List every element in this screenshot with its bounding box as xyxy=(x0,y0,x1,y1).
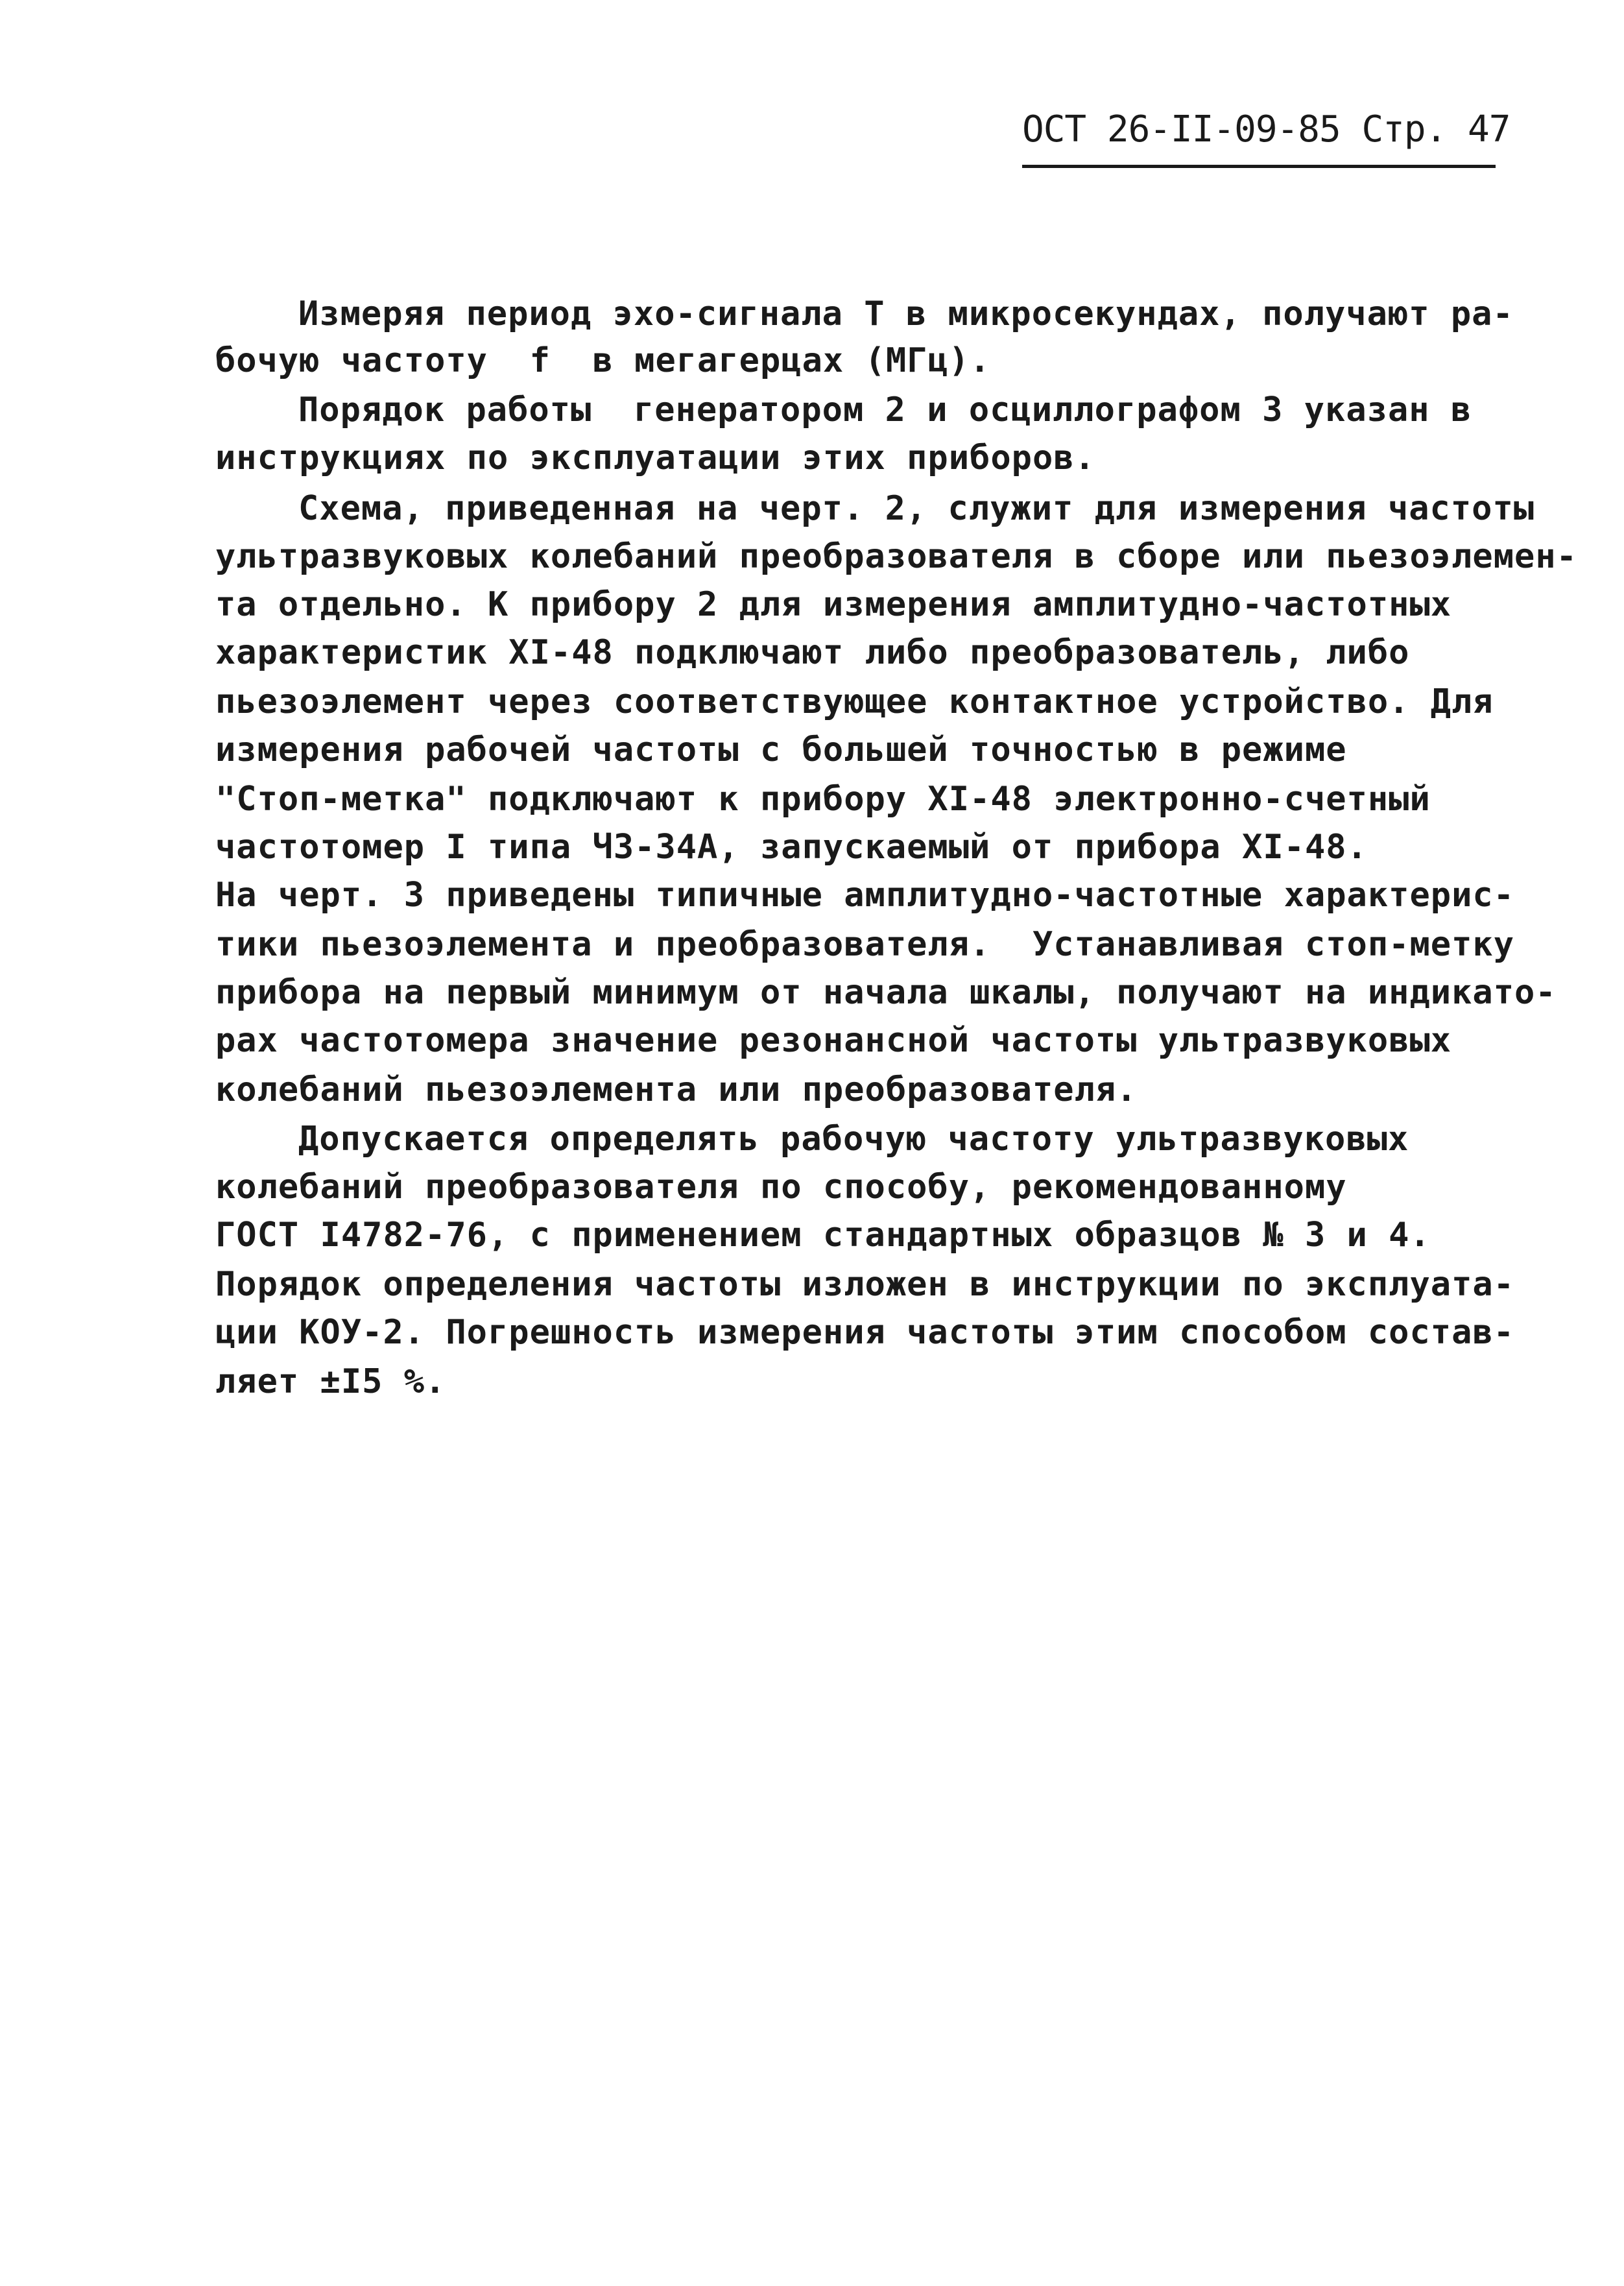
text-line: Измеряя период эхо-сигнала Т в микросекундах, получают ра- xyxy=(298,295,1514,333)
text-line: частотомер I типа ЧЗ-34А, запускаемый от прибора XI-48. xyxy=(215,828,1368,867)
text-line: На черт. 3 приведены типичные амплитудно-частотные характерис- xyxy=(215,876,1515,915)
text-line: та отдельно. К прибору 2 для измерения амплитудно-частотных xyxy=(215,585,1452,624)
text-line: ляет ±I5 %. xyxy=(215,1362,446,1401)
text-line: ГОСТ I4782-76, с применением стандартных образцов № 3 и 4. xyxy=(215,1216,1431,1255)
text-line: Допускается определять рабочую частоту ультразвуковых xyxy=(298,1120,1409,1159)
text-line: Порядок работы генератором 2 и осциллографом 3 указан в xyxy=(298,391,1472,429)
text-line: Порядок определения частоты изложен в инструкции по эксплуата- xyxy=(215,1265,1515,1304)
text-line: колебаний преобразователя по способу, рекомендованному xyxy=(215,1168,1347,1207)
text-line: ции КОУ-2. Погрешность измерения частоты этим способом состав- xyxy=(215,1313,1515,1352)
text-line: пьезоэлемент через соответствующее контактное устройство. Для xyxy=(215,682,1494,721)
text-line: инструкциях по эксплуатации этих приборов. xyxy=(215,439,1095,477)
text-line: Схема, приведенная на черт. 2, служит для измерения частоты xyxy=(298,489,1535,528)
text-line: "Стоп-метка" подключают к прибору XI-48 электронно-счетный xyxy=(215,780,1431,819)
text-line: измерения рабочей частоты с большей точностью в режиме xyxy=(215,730,1347,769)
text-line: тики пьезоэлемента и преобразователя. Устанавливая стоп-метку xyxy=(215,925,1515,964)
text-line: рах частотомера значение резонансной частоты ультразвуковых xyxy=(215,1021,1452,1060)
header-underline xyxy=(1022,165,1496,168)
text-line: характеристик XI-48 подключают либо преобразователь, либо xyxy=(215,633,1410,672)
page-header: ОСТ 26-II-09-85 Стр. 47 xyxy=(1022,108,1511,150)
text-line: ультразвуковых колебаний преобразователя в сборе или пьезоэлемен- xyxy=(215,537,1577,576)
text-line: колебаний пьезоэлемента или преобразователя. xyxy=(215,1070,1138,1109)
text-line: бочую частоту f в мегагерцах (МГц). xyxy=(215,341,991,380)
text-line: прибора на первый минимум от начала шкалы, получают на индикато- xyxy=(215,973,1557,1012)
